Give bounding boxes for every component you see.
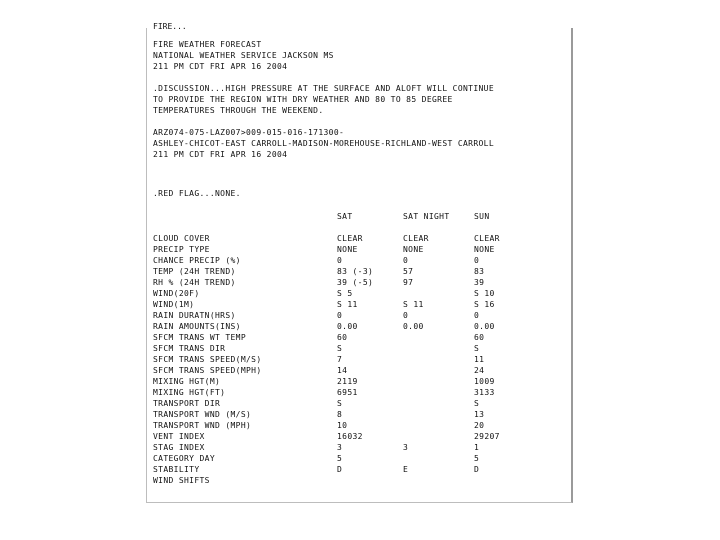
office-line: NATIONAL WEATHER SERVICE JACKSON MS <box>153 51 334 60</box>
sun-value: 83 <box>474 267 485 276</box>
row-label: PRECIP TYPE <box>153 245 210 254</box>
sun-value: 1009 <box>474 377 495 386</box>
zone-names-line: ASHLEY-CHICOT-EAST CARROLL-MADISON-MOREHOUSE-RICHLAND-WEST CARROLL <box>153 139 494 148</box>
sat-value: 83 (-3) <box>337 267 374 276</box>
row-label: RAIN AMOUNTS(INS) <box>153 322 241 331</box>
sat-value: D <box>337 465 343 474</box>
row-label: WIND SHIFTS <box>153 476 210 485</box>
row-label: SFCM TRANS WT TEMP <box>153 333 246 342</box>
row-label: STAG INDEX <box>153 443 205 452</box>
sat-night-value: 97 <box>403 278 414 287</box>
row-label: RAIN DURATN(HRS) <box>153 311 236 320</box>
sat-night-value: 57 <box>403 267 414 276</box>
sat-value: NONE <box>337 245 358 254</box>
discussion-line: TEMPERATURES THROUGH THE WEEKEND. <box>153 106 324 115</box>
sat-value: 6951 <box>337 388 358 397</box>
sat-value: S 11 <box>337 300 358 309</box>
discussion-line: .DISCUSSION...HIGH PRESSURE AT THE SURFACE AND ALOFT WILL CONTINUE <box>153 84 494 93</box>
sat-night-value: 0 <box>403 311 409 320</box>
sat-value: 14 <box>337 366 348 375</box>
sat-night-value: CLEAR <box>403 234 429 243</box>
row-label: MIXING HGT(FT) <box>153 388 226 397</box>
sat-night-value: E <box>403 465 409 474</box>
row-label: MIXING HGT(M) <box>153 377 221 386</box>
sat-value: S 5 <box>337 289 353 298</box>
sun-value: 24 <box>474 366 485 375</box>
sun-value: 20 <box>474 421 485 430</box>
sun-value: 11 <box>474 355 485 364</box>
row-label: CHANCE PRECIP (%) <box>153 256 241 265</box>
row-label: VENT INDEX <box>153 432 205 441</box>
sat-night-value: NONE <box>403 245 424 254</box>
sun-value: 13 <box>474 410 485 419</box>
sun-value: S 16 <box>474 300 495 309</box>
sat-value: 2119 <box>337 377 358 386</box>
sat-value: 8 <box>337 410 343 419</box>
sun-value: 60 <box>474 333 485 342</box>
sat-night-value: 0.00 <box>403 322 424 331</box>
row-label: WIND(20F) <box>153 289 200 298</box>
row-label: RH % (24H TREND) <box>153 278 236 287</box>
sun-value: 39 <box>474 278 485 287</box>
row-label: SFCM TRANS SPEED(MPH) <box>153 366 262 375</box>
discussion-line: TO PROVIDE THE REGION WITH DRY WEATHER AND 80 TO 85 DEGREE <box>153 95 453 104</box>
sun-value: S <box>474 344 480 353</box>
column-header-sun: SUN <box>474 212 490 221</box>
row-label: WIND(1M) <box>153 300 195 309</box>
sat-value: 0 <box>337 311 343 320</box>
red-flag-line: .RED FLAG...NONE. <box>153 189 241 198</box>
sat-value: 7 <box>337 355 343 364</box>
sun-value: 3133 <box>474 388 495 397</box>
sun-value: 1 <box>474 443 480 452</box>
sat-value: 0.00 <box>337 322 358 331</box>
sat-value: S <box>337 399 343 408</box>
row-label: SFCM TRANS DIR <box>153 344 226 353</box>
row-label: TRANSPORT DIR <box>153 399 221 408</box>
cut-off-header: FIRE... <box>153 22 187 31</box>
column-header-sat-night: SAT NIGHT <box>403 212 450 221</box>
forecast-document <box>146 22 573 503</box>
sun-value: 0 <box>474 256 480 265</box>
sat-value: 39 (-5) <box>337 278 374 287</box>
sat-value: S <box>337 344 343 353</box>
row-label: STABILITY <box>153 465 200 474</box>
sat-value: 16032 <box>337 432 363 441</box>
sun-value: 29207 <box>474 432 500 441</box>
column-header-sat: SAT <box>337 212 353 221</box>
sun-value: CLEAR <box>474 234 500 243</box>
sun-value: S <box>474 399 480 408</box>
sat-value: CLEAR <box>337 234 363 243</box>
row-label: TEMP (24H TREND) <box>153 267 236 276</box>
sun-value: D <box>474 465 480 474</box>
sat-value: 3 <box>337 443 343 452</box>
sat-night-value: S 11 <box>403 300 424 309</box>
sun-value: NONE <box>474 245 495 254</box>
row-label: SFCM TRANS SPEED(M/S) <box>153 355 262 364</box>
row-label: CATEGORY DAY <box>153 454 215 463</box>
sun-value: 5 <box>474 454 480 463</box>
title-line: FIRE WEATHER FORECAST <box>153 40 262 49</box>
row-label: TRANSPORT WND (M/S) <box>153 410 252 419</box>
sat-night-value: 3 <box>403 443 409 452</box>
sun-value: 0 <box>474 311 480 320</box>
zone-time-line: 211 PM CDT FRI APR 16 2004 <box>153 150 288 159</box>
row-label: CLOUD COVER <box>153 234 210 243</box>
issue-time-line: 211 PM CDT FRI APR 16 2004 <box>153 62 288 71</box>
sat-value: 0 <box>337 256 343 265</box>
sat-night-value: 0 <box>403 256 409 265</box>
sat-value: 10 <box>337 421 348 430</box>
zone-code-line: ARZ074-075-LAZ007>009-015-016-171300- <box>153 128 345 137</box>
sun-value: 0.00 <box>474 322 495 331</box>
row-label: TRANSPORT WND (MPH) <box>153 421 252 430</box>
sat-value: 5 <box>337 454 343 463</box>
sun-value: S 10 <box>474 289 495 298</box>
sat-value: 60 <box>337 333 348 342</box>
